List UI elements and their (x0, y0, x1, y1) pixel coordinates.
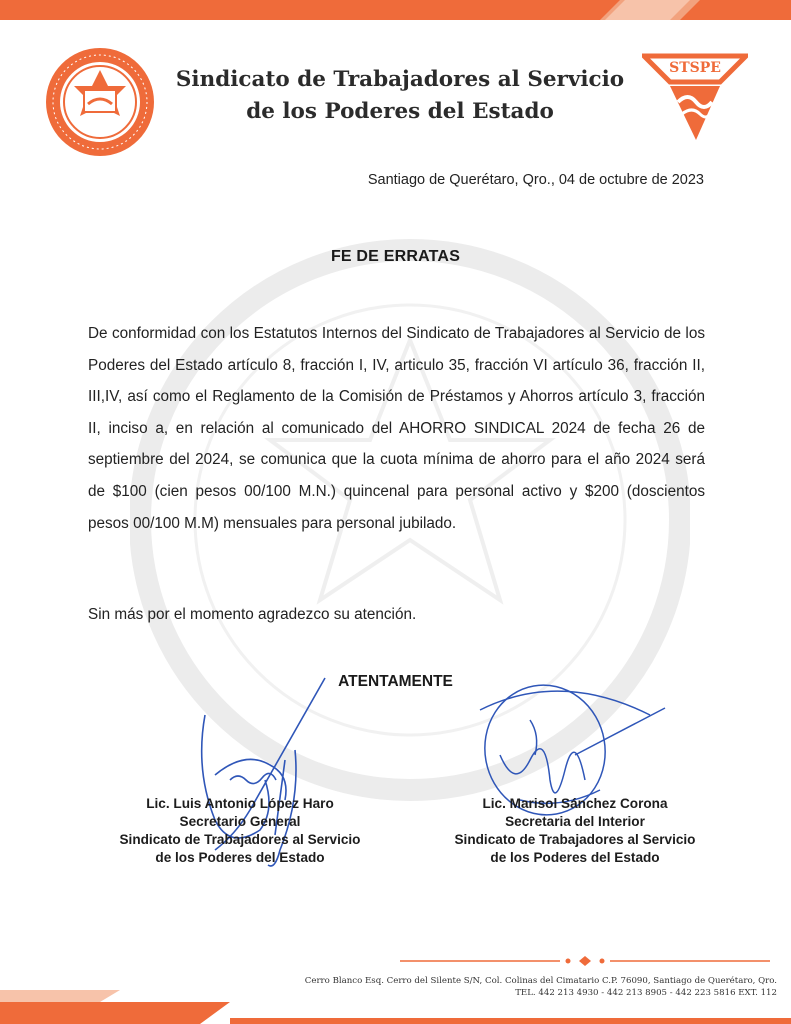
letter-body: De conformidad con los Estatutos Internos del Sindicato de Trabajadores al Servicio de los Poderes del Estado artículo 8, fracción I, IV, articulo 35, fracción VI artículo 36, fracción II, III,IV, así como el Reglamento de la Comisión de Préstamos y Ahorros artículo 3, fracción II, inciso a, en relación al comunicado del AHORRO SINDICAL 2024 de fecha 26 de septiembre del 2024, se comunica que la cuota mínima de ahorro para el año 2024 será de $100 (cien pesos 00/100 M.N.) quincenal para personal activo y $200 (doscientos pesos 00/100 M.M) mensuales para personal jubilado. (88, 325, 705, 532)
footer-address: Cerro Blanco Esq. Cerro del Silente S/N, Col. Colinas del Cimatario C.P. 76090, Santiago de Querétaro, Qro. (304, 976, 777, 986)
signatory-right-org-line2: de los Poderes del Estado (490, 850, 660, 865)
stspe-logo-text: STSPE (669, 60, 721, 76)
header-decorative-band (0, 0, 791, 22)
organization-title-line2: de los Poderes del Estado (246, 99, 554, 124)
document-title: FE DE ERRATAS (330, 248, 461, 265)
signatory-right-org-line1: Sindicato de Trabajadores al Servicio (454, 832, 696, 847)
organization-title-line1: Sindicato de Trabajadores al Servicio (175, 67, 625, 92)
signatory-left (75, 795, 405, 867)
union-seal-logo (44, 46, 156, 158)
letter-closing: Sin más por el momento agradezco su atención. (88, 606, 417, 623)
signatory-left-position: Secretario General (179, 814, 301, 829)
signatory-left-org-line1: Sindicato de Trabajadores al Servicio (119, 832, 361, 847)
signatory-left-name: Lic. Luis Antonio López Haro (146, 796, 334, 811)
signatory-right (415, 795, 735, 867)
signatory-right-name: Lic. Marisol Sánchez Corona (482, 796, 668, 811)
footer-decorative-band (0, 980, 791, 1024)
footer-phones: TEL. 442 213 4930 - 442 213 8905 - 442 223 5816 EXT. 112 (515, 988, 777, 998)
letter-date: Santiago de Querétaro, Qro., 04 de octubre de 2023 (367, 172, 704, 188)
signatory-left-org-line2: de los Poderes del Estado (155, 850, 325, 865)
footer-ornament-divider (400, 955, 770, 967)
stspe-logo (642, 52, 748, 144)
organization-title (150, 64, 650, 128)
signatory-right-position: Secretaria del Interior (505, 814, 645, 829)
attentive-heading: ATENTAMENTE (338, 673, 453, 690)
